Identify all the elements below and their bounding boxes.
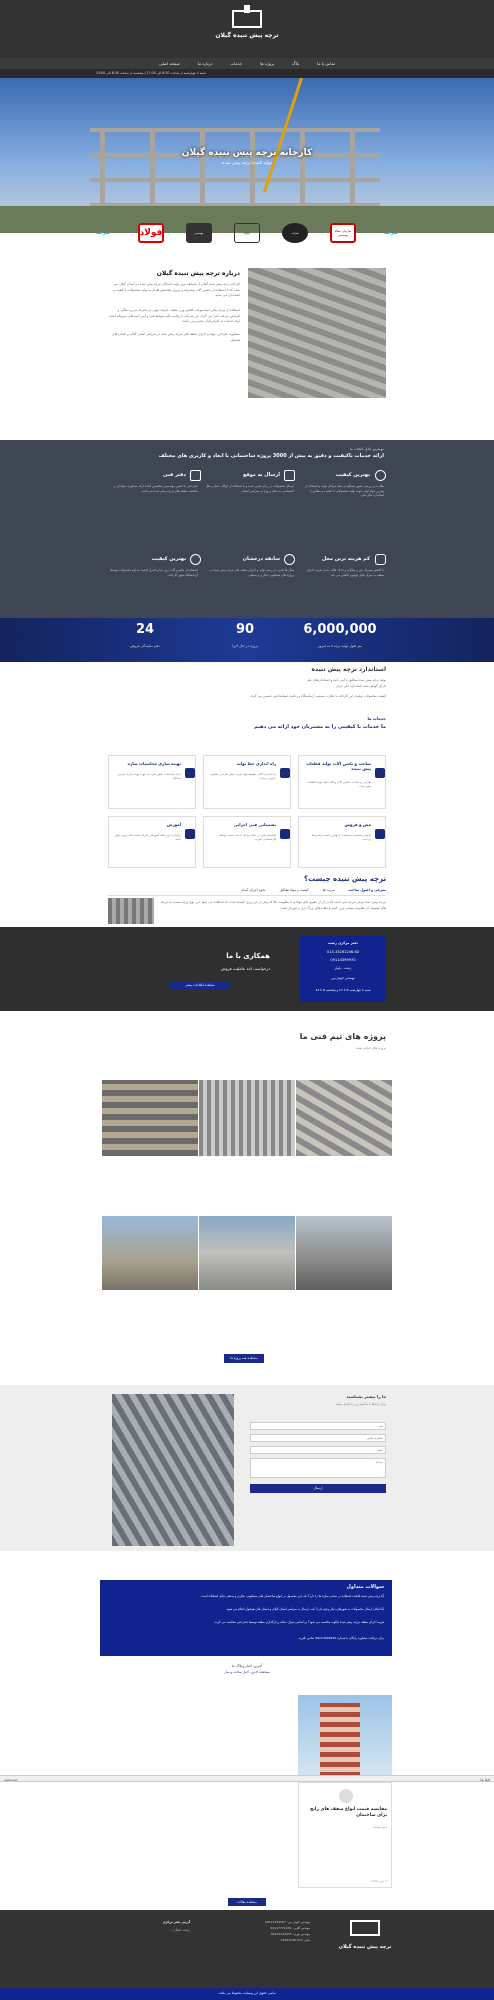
- email-field[interactable]: [250, 1446, 386, 1454]
- tab-intro[interactable]: معرفی و اصول ساخت: [348, 888, 386, 892]
- faq-item[interactable]: آیا امکان ارسال محصولات به شهرهای دیگر وجود دارد؟ بله، ارسال به سراسر استان گیلان و استان های همجوار انجام می شود.: [225, 1607, 384, 1611]
- stat-value: 6,000,000: [303, 622, 377, 637]
- partner-logo[interactable]: سازمان نظام مهندسی: [330, 223, 356, 243]
- logo-icon[interactable]: [350, 1920, 380, 1936]
- feature-title: ارسال به موقع: [242, 472, 280, 478]
- feature-text: با کاهش مصرف بتن و میلگرد و حذف قالب بندی، هزینه اجرای سقف به میزان قابل توجهی کاهش می یابد.: [306, 568, 384, 577]
- service-card[interactable]: [203, 816, 291, 868]
- feature-title: سابقه درخشان: [242, 556, 280, 562]
- projects-subtitle: پروژه های انجام شده: [355, 1046, 386, 1050]
- contact-image: [112, 1394, 234, 1546]
- stat-label: پروژه در حال اجرا: [232, 644, 258, 648]
- hero-subtitle: تولید کننده ترچه پیش تنیده: [222, 161, 272, 166]
- blog-title: آخرین اخبار وبلاگ ما: [231, 1664, 263, 1668]
- footer-brand: ترچه پیش تنیده گیلان: [338, 1944, 392, 1950]
- about-paragraph: استفاده از تیرچه پیش تنیده موجب کاهش وزن سقف، صرفه جویی در مصرف بتن و میلگرد و افزایش سرعت اجرا می گردد. این شرکت با رعایت کلیه ضوابط فنی و آیین نامه های مربوطه آماده ارائه خدمات به کارفرمایان محترم می باشد.: [109, 308, 240, 323]
- handshake-icon: [375, 829, 385, 839]
- nav-item-blog[interactable]: بلاگ: [292, 61, 300, 66]
- message-field[interactable]: [250, 1458, 386, 1478]
- feature-text: نظارت و بررسی دقیق مصالح در تمام مراحل تولید و استفاده از بهترین مواد اولیه جهت تولید محصولاتی با کیفیت و مطابق با استاندارد های ملی.: [305, 484, 384, 498]
- project-image[interactable]: [199, 1216, 295, 1290]
- phone-field[interactable]: [250, 1434, 386, 1442]
- footer-contact[interactable]: مهندس آقایی: 09117771234: [270, 1926, 310, 1930]
- service-title: پشتیبانی فنی اجرایی: [233, 822, 276, 827]
- project-image[interactable]: [296, 1216, 392, 1290]
- footer-address-title: آدرس دفتر مرکزی: [162, 1920, 190, 1924]
- project-image[interactable]: [199, 1080, 295, 1156]
- faq-title: سوالات متداول: [346, 1584, 384, 1590]
- projects-title: پروژه های تیم فنی ما: [299, 1032, 386, 1041]
- stat-label: متر طول تولید ترچه تا به امروز: [318, 644, 362, 648]
- service-text: فروش مستقیم محصولات با بهترین قیمت و شرایط پرداخت.: [311, 833, 371, 841]
- truck-icon: [284, 470, 295, 481]
- copyright-bar: [0, 1988, 494, 2000]
- service-text: طراحی و ساخت ماشین آلات و قالب های تولید قطعات پیش تنیده.: [307, 780, 371, 788]
- office-card: [300, 936, 386, 1002]
- view-all-projects-button[interactable]: مشاهده همه پروژه ها: [224, 1354, 264, 1363]
- tab-materials[interactable]: کیفیت و مواد تشکیل: [279, 888, 309, 892]
- contact-intro: برای ارتباط با ما فرم زیر را تکمیل نمایید: [335, 1402, 386, 1406]
- standard-title: استاندارد ترچه پیش تنیده: [311, 666, 386, 673]
- what-is-image: [108, 898, 154, 924]
- hero-title: کارخانه ترچه پیش تنیده گیلان: [181, 148, 313, 158]
- service-text: برگزاری دوره های آموزشی اجرای سقف های تیرچه پیش تنیده.: [114, 833, 181, 841]
- about-paragraph: مشاوره، طراحی، تولید و اجرای سقف های تیرچه پیش تنیده در سراسر استان گیلان و استان های همجوار.: [112, 332, 240, 342]
- faq-item[interactable]: آیا ترچه پیش تنیده قابلیت استفاده در تمامی سازه ها را دارد؟ بله، این محصول در انواع ساختمان های مسکونی، تجاری و صنعتی قابل استفاده است.: [200, 1594, 384, 1598]
- tab-execution[interactable]: نحوه اجرای آسان: [240, 888, 266, 892]
- copyright-text: تمامی حقوق این وبسایت محفوظ می باشد.: [218, 1991, 276, 1995]
- about-image: [248, 268, 386, 398]
- contact-title: ما را بیشتر بشناسید: [346, 1394, 386, 1399]
- partner-logos: [90, 218, 404, 248]
- what-is-tabs: [108, 888, 386, 896]
- office-address: رشت - بلوار: [334, 966, 352, 970]
- nav-item-home[interactable]: صفحه اصلی: [159, 61, 180, 66]
- footer-address: رشت، خیابان ...: [169, 1928, 190, 1932]
- partner-logo[interactable]: تیرچه: [384, 230, 398, 236]
- features-subtitle: مهمترین دلایل انتخاب ما: [349, 447, 384, 451]
- check-icon: [190, 554, 201, 565]
- service-title: مش و فروش: [344, 822, 371, 827]
- service-title: بهینه سازی محاسبات سازه: [127, 761, 181, 766]
- partner-logo[interactable]: فولاد: [138, 223, 164, 243]
- service-card[interactable]: [108, 816, 196, 868]
- blog-post-title[interactable]: مقایسه قیمت انواع سقف های رایج برای ساختمان: [310, 1807, 387, 1818]
- service-card[interactable]: [298, 816, 386, 868]
- blog-card[interactable]: [298, 1782, 392, 1888]
- blog-image-building: [320, 1703, 360, 1777]
- service-card[interactable]: [108, 755, 196, 809]
- faq-item[interactable]: برای دریافت مشاوره رایگان با شماره 09114399970 تماس بگیرید.: [297, 1636, 384, 1640]
- feature-title: دفتر فنی: [162, 472, 186, 478]
- services-subtitle: خدمات ما: [367, 716, 386, 721]
- contact-section: [0, 1385, 494, 1551]
- more-info-button[interactable]: مشاهده اطلاعات بیشتر: [170, 981, 230, 990]
- cooperate-subtitle: درخواست اخذ عاملیت فروش: [220, 966, 270, 971]
- service-title: آموزش: [166, 822, 181, 827]
- office-hours: شنبه تا چهارشنبه 8 تا 17 و پنجشنبه 8 تا 13: [315, 988, 371, 992]
- footer-contact[interactable]: دفتر: 013-33261246: [280, 1938, 310, 1942]
- calculator-icon: [185, 768, 195, 778]
- taskbar: [0, 1775, 494, 1782]
- tools-icon: [375, 768, 385, 778]
- service-text: راه اندازی کامل خطوط تولید تیرچه پیش تنیده از مشاوره تا بهره برداری.: [209, 772, 276, 780]
- project-image[interactable]: [102, 1216, 198, 1290]
- name-field[interactable]: [250, 1422, 386, 1430]
- service-card[interactable]: [298, 755, 386, 809]
- check-icon: [375, 470, 386, 481]
- about-paragraph: کارخانه ترچه پیش تنیده گیلان از باسابقه ترین تولید کنندگان تیرچه پیش تنیده در استان گیلان می باشد که با استفاده از ماشین آلات پیشرفته و نیروی متخصص اقدام به تولید محصولات با کیفیت و استاندارد می نماید.: [112, 282, 240, 297]
- features-section: [0, 440, 494, 618]
- feature-title: بهترین کیفیت: [335, 472, 370, 478]
- stat-label: دفتر نمایندگی فروش: [130, 644, 160, 648]
- about-title: درباره ترچه پیش تنیده گیلان: [156, 270, 240, 277]
- submit-button[interactable]: ارسال: [250, 1484, 386, 1493]
- logo-icon[interactable]: [232, 10, 262, 28]
- service-text: پشتیبانی فنی در تمام مراحل اجرای سقف توسط کارشناسان مجرب.: [219, 833, 276, 841]
- service-card[interactable]: [203, 755, 291, 809]
- footer-contact[interactable]: مهندس نوری: 09123334455: [270, 1932, 310, 1936]
- site-name[interactable]: ترچه پیش تنیده گیلان: [215, 32, 279, 39]
- faq-item[interactable]: هزینه اجرای سقف تیرچه پیش تنیده چگونه محاسبه می شود؟ بر اساس متراژ، دهانه و بارگذاری سقف توسط دفتر فنی محاسبه می گردد.: [213, 1620, 384, 1624]
- nav-item-services[interactable]: خدمات: [230, 61, 243, 66]
- project-image[interactable]: [296, 1080, 392, 1156]
- nav-item-contact[interactable]: تماس با ما: [317, 61, 335, 66]
- standard-line: تولید ترچه پیش تنیده مطابق با آیین نامه و استانداردهای ملی: [306, 678, 386, 682]
- standard-paragraph: کیفیت محصولات تولیدی این کارخانه با نظارت مستمر آزمایشگاه و رعایت ضوابط فنی تضمین می گردد.: [249, 694, 386, 698]
- what-is-title: ترچه پیش تنیده چیست؟: [304, 875, 386, 883]
- feature-text: سال ها تجربه در زمینه تولید و اجرای سقف های تیرچه پیش تنیده در پروژه های مسکونی، تجاری و صنعتی.: [209, 568, 294, 577]
- office-icon: [190, 470, 201, 481]
- service-text: ارائه محاسبات دقیق سازه ای جهت بهینه سازی مصرف مصالح.: [117, 772, 181, 780]
- nav-item-about[interactable]: درباره ما: [197, 61, 213, 66]
- footer-contact[interactable]: مهندس خوش بین: 09111234567: [264, 1920, 310, 1924]
- partner-logo[interactable]: تیرچه: [96, 230, 110, 236]
- main-nav: [0, 58, 494, 69]
- office-mobile[interactable]: 09114399970: [330, 958, 356, 962]
- partner-logo[interactable]: شرکت: [282, 223, 308, 243]
- feature-text: ارسال محصولات در زمان تعیین شده و با استفاده از ناوگان حمل و نقل اختصاصی به محل پروژه در سراسر استان.: [205, 484, 294, 493]
- working-hours-text: شنبه تا چهارشنبه از ساعت 8:30 الی 17:00 | پنجشنبه از ساعت 8:30 الی 13:00: [96, 71, 207, 75]
- feature-text: استفاده از ماشین آلات روز دنیا و کنترل کیفیت مداوم محصولات توسط آزمایشگاه مجهز کارخانه.: [110, 568, 198, 577]
- avatar: [339, 1789, 353, 1803]
- car-icon: [375, 554, 386, 565]
- services-title: ما خدمات با کیفیتی را به مشتریان خود ارائه می دهیم: [254, 724, 386, 730]
- graduation-icon: [185, 829, 195, 839]
- office-phone[interactable]: 013-33261246-62: [326, 950, 360, 954]
- partner-logo[interactable]: لوگو: [234, 223, 260, 243]
- feature-text: دفتر فنی با حضور مهندسین متخصص آماده ارائه مشاوره، طراحی و محاسبه سقف های تیرچه پیش تنیده می باشد.: [114, 484, 198, 493]
- nav-item-projects[interactable]: پروژه ها: [260, 61, 275, 66]
- office-title: دفتر مرکزی رشت: [327, 941, 359, 945]
- feature-title: کم هزینه ترین محل: [321, 556, 370, 562]
- taskbar-left[interactable]: rasm.aso: [4, 1777, 18, 1782]
- standard-line: دارای گواهی نامه استاندارد ملی ایران: [335, 684, 386, 688]
- service-title: ساخت و تامین آلات تولید قطعات پیش تنیده: [306, 761, 371, 771]
- partner-logo[interactable]: مهندسی: [186, 223, 212, 243]
- service-title: راه اندازی خط تولید: [236, 761, 276, 766]
- medal-icon: [284, 554, 295, 565]
- taskbar-right[interactable]: الیکا یانا: [480, 1777, 490, 1782]
- cooperate-title: همکاری با ما: [226, 952, 270, 960]
- tab-advantages[interactable]: مزیت ها: [322, 888, 335, 892]
- features-title: ارائه خدمات باکیفیت و دقیق به بیش از 3000 پروژه ساختمانی با ابعاد و کاربری های مختلف: [158, 453, 384, 459]
- faq-box: [100, 1580, 392, 1656]
- project-image[interactable]: [102, 1080, 198, 1156]
- what-is-text: تیرچه پیش تنیده نوعی تیرچه بتنی است که در آن از مفتول های فولادی با مقاومت بالا که پیش از بتن ریزی کشیده شده اند استفاده می شود. این نوع تیرچه نسبت به تیرچه های معمولی از مقاومت بیشتر، وزن کمتر و دهانه های بزرگ تری برخوردار است.: [160, 900, 386, 910]
- factory-icon: [280, 768, 290, 778]
- top-info-bar: [0, 69, 494, 78]
- office-manager: مهندس خوش بین: [331, 976, 355, 980]
- blog-subtitle[interactable]: مشاهده آخرین اخبار ساخت و ساز: [224, 1670, 270, 1674]
- blog-post-date: 3 مهر 1402: [370, 1879, 387, 1883]
- stat-value: 24: [135, 622, 155, 637]
- view-articles-button[interactable]: مشاهده مقالات: [228, 1898, 266, 1906]
- blog-post-author: مدیر سایت: [373, 1825, 387, 1829]
- feature-title: بهترین کیفیت: [151, 556, 186, 562]
- stat-value: 90: [235, 622, 255, 637]
- headset-icon: [280, 829, 290, 839]
